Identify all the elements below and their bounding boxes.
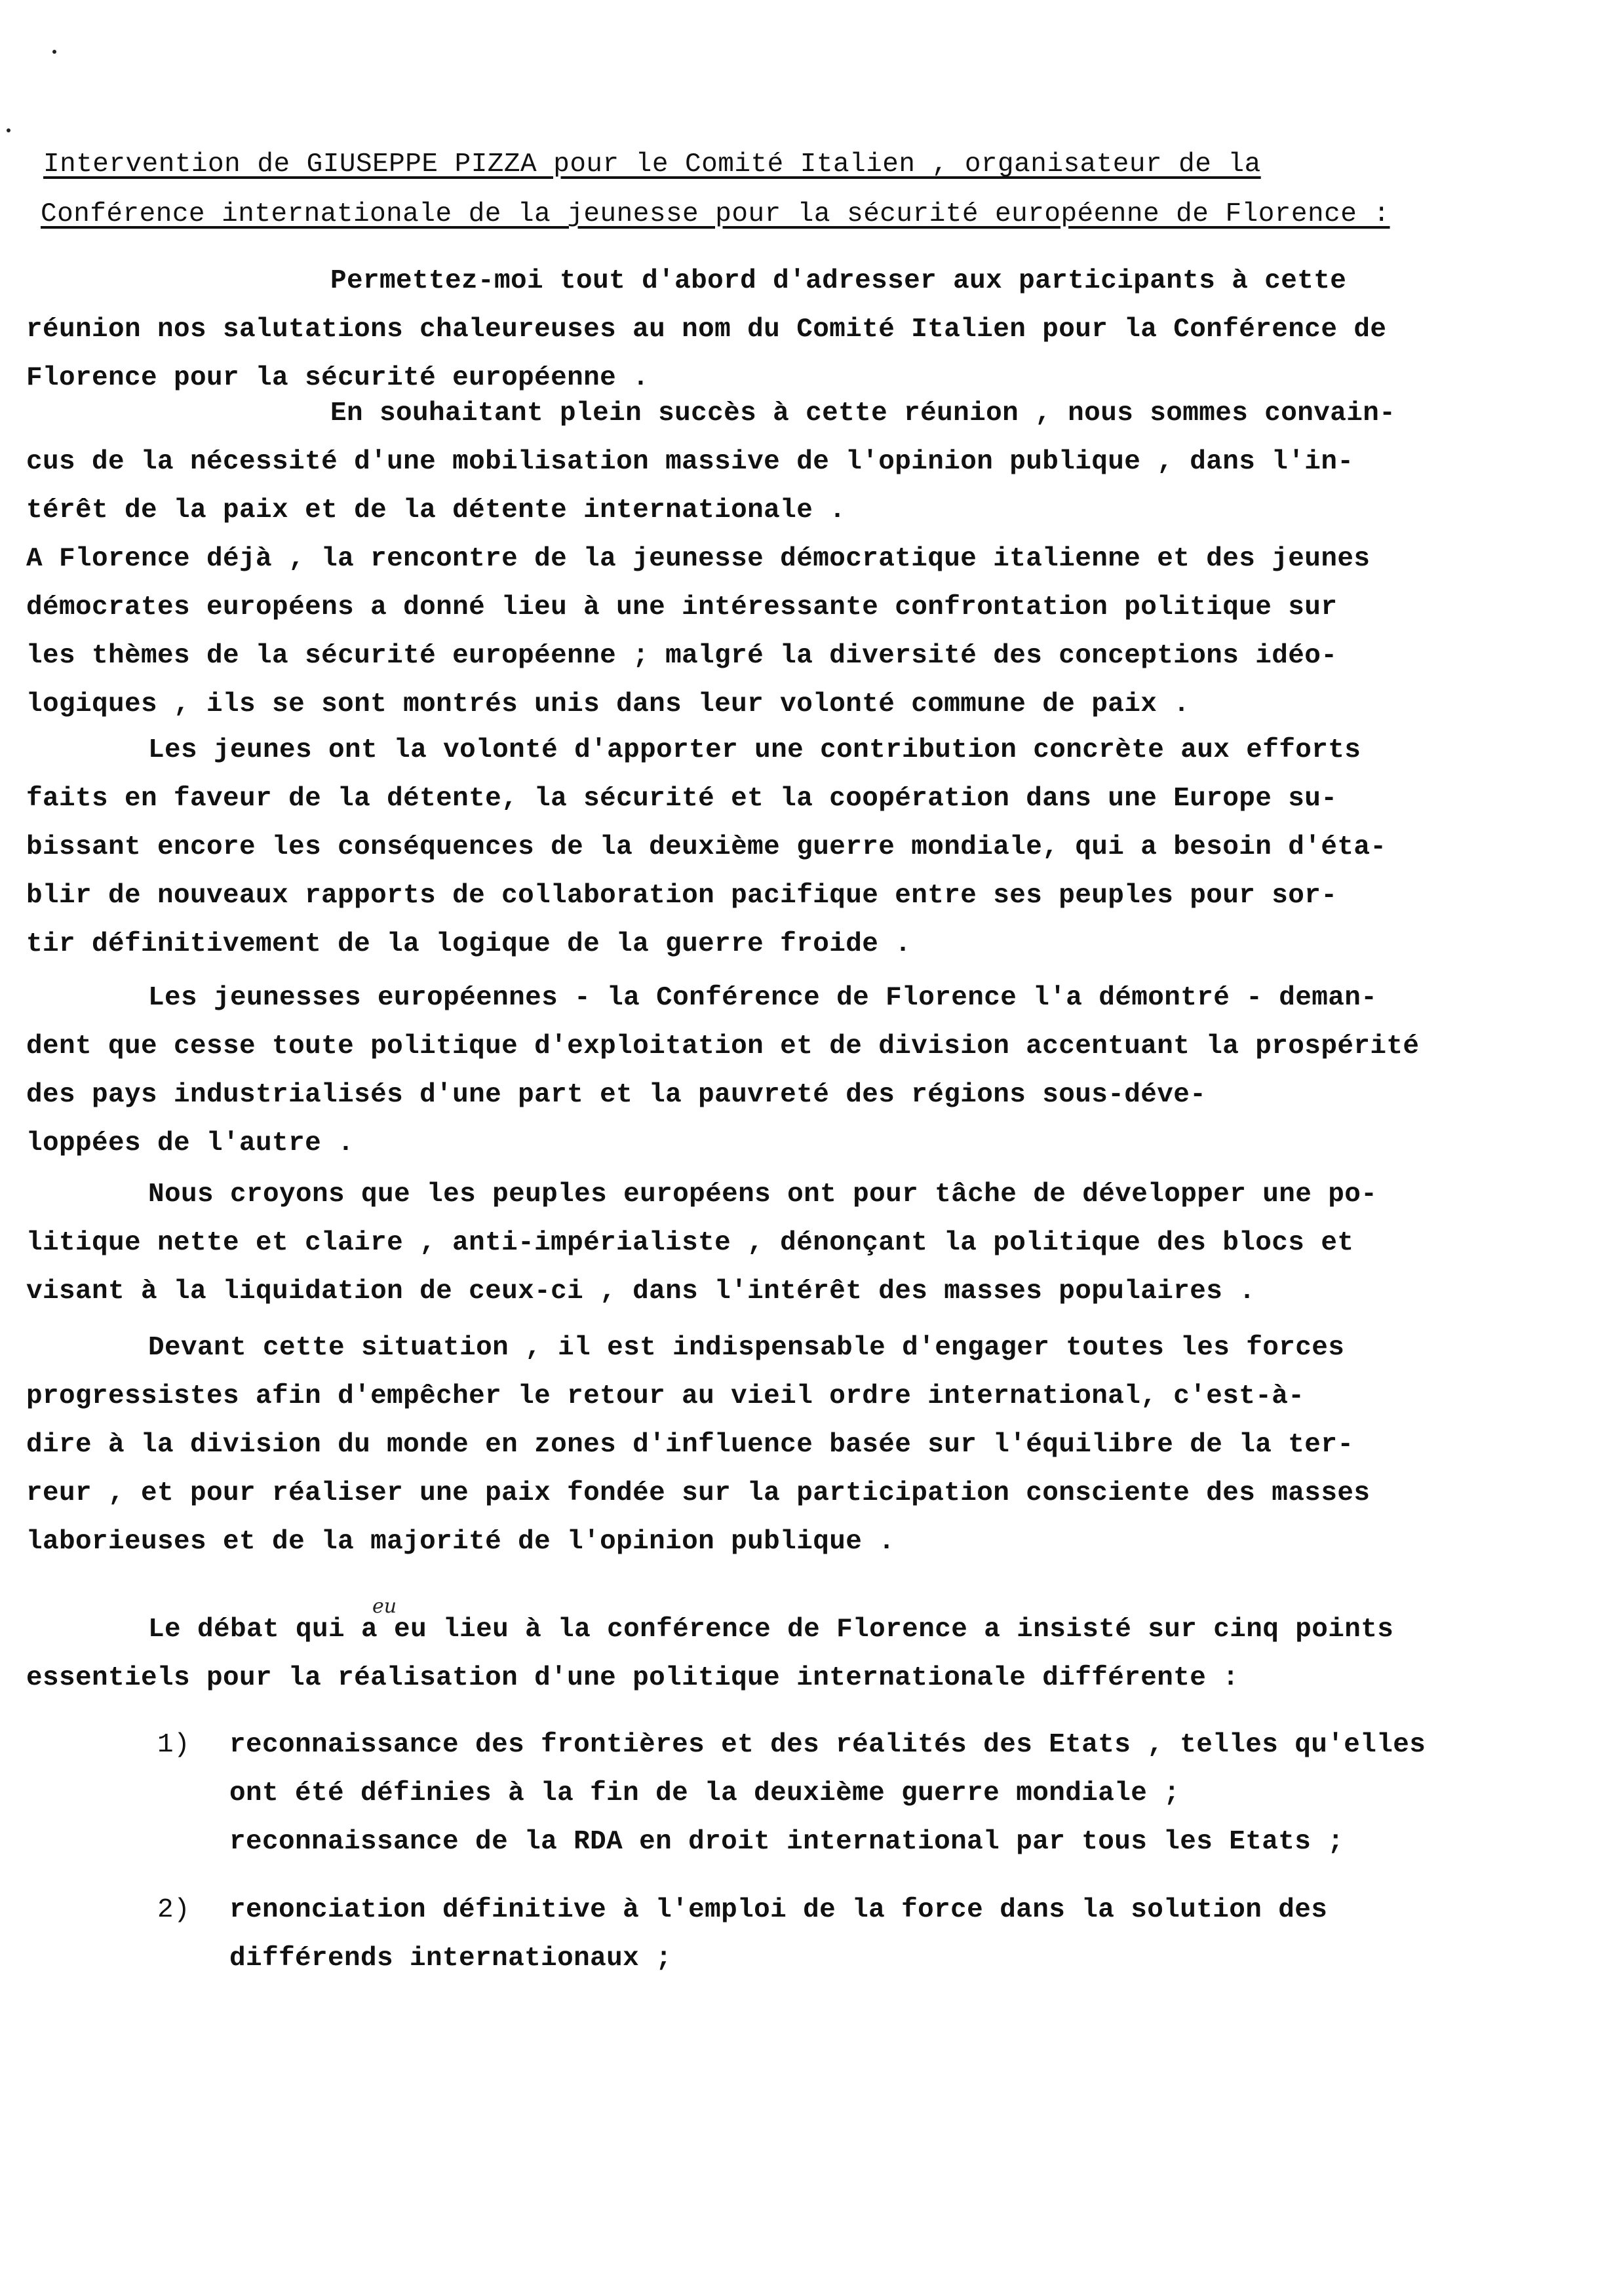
list-item-text: renonciation définitive à l'emploi de la force dans la solution des différends internationaux ;: [229, 1895, 1328, 1974]
list-item-number: 1): [157, 1730, 191, 1760]
ink-dot: [52, 50, 56, 54]
list-item: [157, 1886, 1481, 1983]
paragraph-mobilisation: En souhaitant plein succès à cette réunion , nous sommes convain- cus de la nécessité d'une mobilisation massive de l'opinion publique , dans l'in- térêt de la paix et de la détente internationale . A Florence déjà , la rencontre de la jeunesse démocratique italienne et des jeunes démocrates européens a donné lieu à une intéressante confrontation politique sur les thèmes de la sécurité européenne ; malgré la diversité des conceptions idéo- logiques , ils se sont montrés unis dans leur volonté commune de paix .: [26, 398, 1396, 719]
list-item-text: reconnaissance des frontières et des réalités des Etats , telles qu'elles ont été définies à la fin de la deuxième guerre mondiale ; reconnaissance de la RDA en droit international par tous les Etats ;: [229, 1730, 1426, 1857]
paragraph-european-youth: Les jeunesses européennes - la Conférence de Florence l'a démontré - deman- dent que cesse toute politique d'exploitation et de division accentuant la prospérité des pays industrialisés d'une part et la pauvreté des régions sous-déve- loppées de l'autre .: [26, 983, 1420, 1158]
paragraph-debate: Le débat qui a eu lieu à la conférence de Florence a insisté sur cinq points essentiels pour la réalisation d'une politique internationale différente :: [26, 1615, 1394, 1693]
handwritten-annotation: eu: [372, 1595, 397, 1618]
list-item: [157, 1721, 1481, 1866]
paragraph-situation: Devant cette situation , il est indispensable d'engager toutes les forces progressistes afin d'empêcher le retour au vieil ordre international, c'est-à- dire à la division du monde en zones d'influence basée sur l'équilibre de la ter- reur , et pour réaliser une paix fondée sur la participation consciente des masses laborieuses et de la majorité de l'opinion publique .: [26, 1333, 1371, 1557]
document-heading-line-1: Intervention de GIUSEPPE PIZZA pour le Comité Italien , organisateur de la: [43, 149, 1261, 180]
paragraph-greetings: Permettez-moi tout d'abord d'adresser aux participants à cette réunion nos salutations chaleureuses au nom du Comité Italien pour la Conférence de Florence pour la sécurité européenne .: [26, 266, 1387, 393]
paragraph-youth-will: Les jeunes ont la volonté d'apporter une contribution concrète aux efforts faits en faveur de la détente, la sécurité et la coopération dans une Europe su- bissant encore les conséquences de la deuxième guerre mondiale, qui a besoin d'éta- blir de nouveaux rapports de collaboration pacifique entre ses peuples pour sor- tir définitivement de la logique de la guerre froide .: [26, 735, 1387, 959]
list-item-number: 2): [157, 1895, 191, 1925]
document-heading-line-2: Conférence internationale de la jeunesse pour la sécurité européenne de Florence :: [41, 199, 1390, 229]
ink-dot: [7, 128, 10, 132]
paragraph-peoples-task: Nous croyons que les peuples européens ont pour tâche de développer une po- litique nette et claire , anti-impérialiste , dénonçant la politique des blocs et visant à la liquidation de ceux-ci , dans l'intérêt des masses populaires .: [26, 1179, 1378, 1307]
